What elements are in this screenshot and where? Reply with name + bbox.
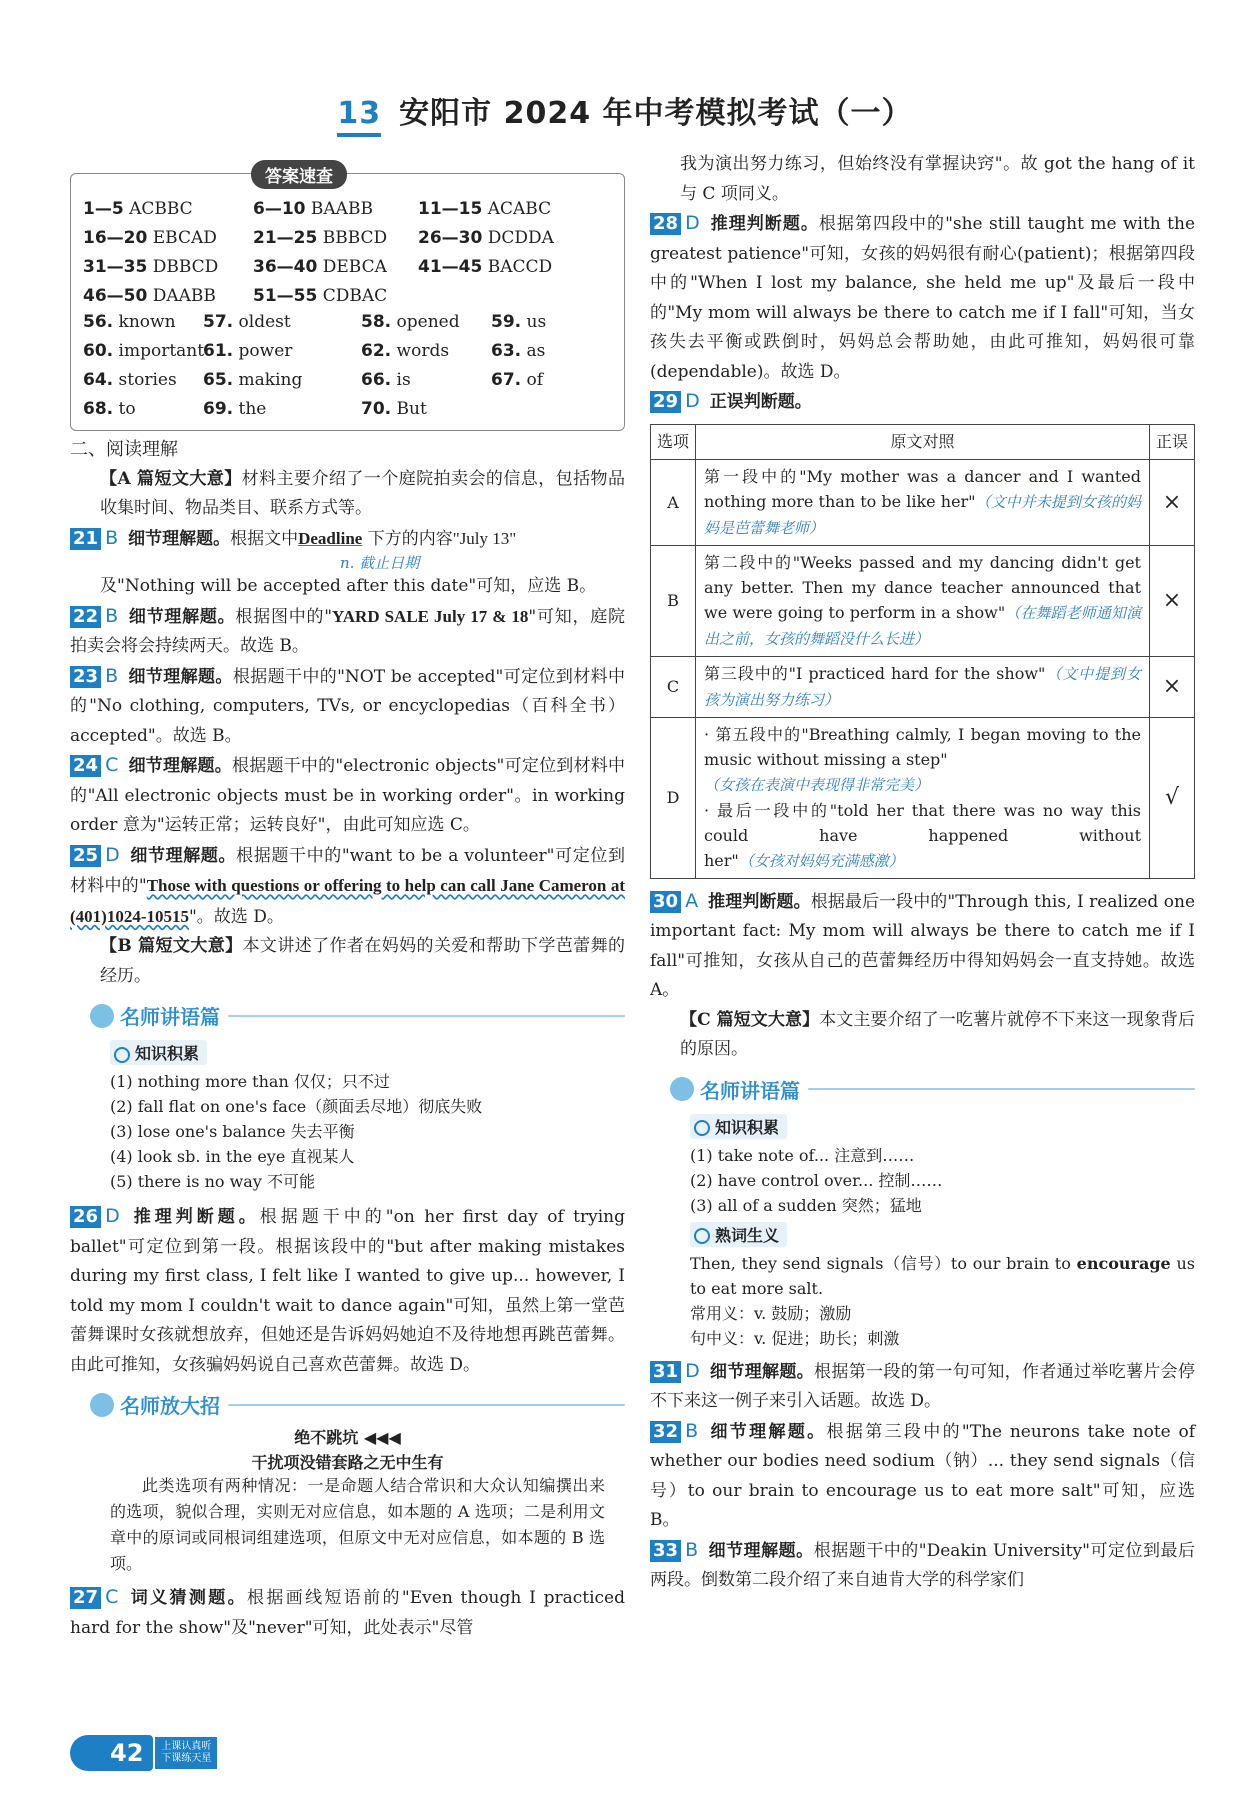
banner-lecture-right: 名师讲语篇 [670,1075,1195,1104]
q29: 29 D 正误判断题。 [650,387,1195,418]
knowledge-tag-right: 知识积累 [690,1114,787,1139]
fill-answer-cell: 57. oldest [203,312,291,332]
knowledge-item: (2) have control over... 控制…… [690,1170,943,1190]
page-title [0,88,1250,132]
q25: 25 D 细节理解题。根据题干中的"want to be a volunteer"可定位到材料中的"Those with questions or offering to help can call Jane Cameron at (401)1024-10515"。故选 D。 [70,843,626,927]
mc-answer-cell: 26—30 DCDDA [418,228,554,248]
q21-cont: 及"Nothing will be accepted after this date"可知，应选 B。 [100,576,597,596]
knowledge-item: (3) all of a sudden 突然；猛地 [690,1195,922,1215]
fill-answer-cell: 69. the [203,399,267,419]
fill-answer-cell: 70. But [361,399,427,419]
fill-answer-cell: 58. opened [361,312,460,332]
knowledge-tag: 知识积累 [110,1040,207,1065]
section-title: 二、阅读理解 [70,439,178,460]
knowledge-list [70,1069,625,1194]
teacher-icon [90,1393,114,1417]
mc-answer-cell: 36—40 DEBCA [253,257,387,277]
fill-answer-cell: 66. is [361,370,411,390]
fill-answer-cell: 63. as [491,341,546,361]
fill-answer-cell: 60. important [83,341,205,361]
knowledge-item: (4) look sb. in the eye 直视某人 [110,1147,355,1166]
table-row: B 第二段中的"Weeks passed and my dancing didn't get any better. Then my dance teacher announced that we were going to perform in a show"（在舞蹈老师通知演出之前，女孩的舞蹈没什么长进） × [651,545,1195,656]
tip-title: 干扰项没错套路之无中生有 [251,1453,444,1472]
mc-answers [83,196,614,309]
mc-answer-cell: 11—15 ACABC [418,199,552,219]
word-sense-tag: 熟词生义 [690,1222,787,1247]
bulb-icon [114,1047,130,1063]
banner-tips: 名师放大招 [90,1390,625,1419]
c-summary: 【C 篇短文大意】本文主要介绍了一吃薯片就停不下来这一现象背后的原因。 [680,1009,1195,1059]
q33: 33 B 细节理解题。根据题干中的"Deakin University"可定位到最后两段。倒数第二段介绍了来自迪肯大学的科学家们 [650,1538,1196,1590]
judgement-table [650,424,1195,879]
fill-answer-cell: 67. of [491,370,544,390]
exam-number: 13 [337,96,381,137]
knowledge-item: (3) lose one's balance 失去平衡 [110,1122,355,1141]
q28: 28 D 推理判断题。根据第四段中的"she still taught me with the greatest patience"可知，女孩的妈妈很有耐心(patient)；根据第四段中的"When I lost my balance, she held me up"及最后一段中的"My mom will always be there to catch me if I fall"可知，当女孩失去平衡或跌倒时，妈妈总会帮助她，由此可推知，妈妈很可靠(dependable)。故选 D。 [650,212,1196,382]
fill-answer-cell: 65. making [203,370,303,390]
table-row: C 第三段中的"I practiced hard for the show"（文中提到女孩为演出努力练习） × [651,656,1195,717]
mc-answer-cell: 31—35 DBBCD [83,257,219,277]
knowledge-item: (5) there is no way 不可能 [110,1172,315,1191]
left-column [70,165,625,1643]
mc-answer-cell: 16—20 EBCAD [83,228,217,248]
table-row: D · 第五段中的"Breathing calmly, I began moving to the music without missing a step" （女孩在表演中表现得非常完美） · 最后一段中的"told her that there was no way this could have happened without her"（女孩对妈妈充满感激） √ [651,717,1195,878]
answer-box [70,167,625,431]
fill-answers [83,309,614,422]
q24: 24 C 细节理解题。根据题干中的"electronic objects"可定位到材料中的"All electronic objects must be in working order"。in working order 意为"运转正常；运转良好"，由此可知应选 C。 [70,754,626,835]
q30: 30 A 推理判断题。根据最后一段中的"Through this, I realized one important fact: My mom will always be there to catch me if I fall"可推知，女孩从自己的芭蕾舞经历中得知妈妈会一直支持她。故选 A。 [650,889,1196,1000]
knowledge-list-right [650,1143,1195,1218]
fill-answer-cell: 62. words [361,341,450,361]
answer-box-caption: 答案速查 [251,160,347,189]
word-sense-list: Then, they send signals（信号）to our brain to encourage us to eat more salt. 常用义：v. 鼓励；激励 句中义：v. 促进；助长；刺激 [690,1253,1195,1348]
teacher-icon [670,1077,694,1101]
mc-answer-cell: 46—50 DAABB [83,286,216,306]
q27: 27 C 词义猜测题。根据画线短语前的"Even though I practiced hard for the show"及"never"可知，此处表示"尽管 [70,1586,626,1638]
exam-title: 安阳市 2024 年中考模拟考试（一） [399,96,913,131]
q26: 26 D 推理判断题。根据题干中的"on her first day of trying ballet"可定位到第一段。根据该段中的"but after making mistakes during my first class, I felt like I wanted to give up... however, I told my mom I couldn't wait to dance again"可知，虽然上第一堂芭蕾舞课时女孩就想放弃，但她还是告诉妈妈她迫不及待地想再跳芭蕾舞。由此可推知，女孩骗妈妈说自己喜欢芭蕾舞。故选 D。 [70,1205,625,1375]
fill-answer-cell: 64. stories [83,370,177,390]
q32: 32 B 细节理解题。根据第三段中的"The neurons take note of whether our bodies need sodium（钠）... they send signals（信号）to our brain to encourage us to eat more salt"可知，应选 B。 [650,1419,1195,1530]
table-row: A 第一段中的"My mother was a dancer and I wanted nothing more than to be like her"（文中并未提到女孩的妈妈是芭蕾舞老师） × [651,459,1195,545]
tip-label: 绝不跳坑 ◀◀◀ [294,1428,401,1447]
q27-cont: 我为演出努力练习，但始终没有掌握诀窍"。故 got the hang of it 与 C 项同义。 [680,154,1195,204]
page-footer [70,1735,217,1771]
knowledge-item: (1) nothing more than 仅仅；只不过 [110,1072,390,1091]
slogan: 上课认真听 下课练天星 [155,1737,217,1769]
right-column [650,150,1195,1596]
q21: 21 B 细节理解题。根据文中Deadline 下方的内容"July 13" [70,524,625,555]
q23: 23 B 细节理解题。根据题干中的"NOT be accepted"可定位到材料中的"No clothing, computers, TVs, or encyclopedias（百科全书）accepted"。故选 B。 [70,664,626,746]
fill-answer-cell: 56. known [83,312,176,332]
mc-answer-cell: 21—25 BBBCD [253,228,388,248]
b-summary: 【B 篇短文大意】本文讲述了作者在妈妈的关爱和帮助下学芭蕾舞的经历。 [100,936,625,986]
bulb-icon [694,1228,710,1244]
table-header: 选项 原文对照 正误 [651,424,1195,459]
a-summary: 【A 篇短文大意】材料主要介绍了一个庭院拍卖会的信息，包括物品收集时间、物品类目、联系方式等。 [100,468,626,518]
banner-lecture: 名师讲语篇 [90,1001,625,1030]
teacher-icon [90,1004,114,1028]
q21-note: n. 截止日期 [340,554,420,572]
bulb-icon [694,1120,710,1136]
mc-answer-cell: 41—45 BACCD [418,257,553,277]
page-number: 42 [70,1735,153,1771]
tip-body: 此类选项有两种情况：一是命题人结合常识和大众认知编撰出来的选项，貌似合理，实则无对应信息，如本题的 A 选项；二是利用文章中的原词或同根词组建选项，但原文中无对应信息，如本题的 B 选项。 [110,1476,605,1573]
fill-answer-cell: 59. us [491,312,547,332]
knowledge-item: (2) fall flat on one's face（颜面丢尽地）彻底失败 [110,1097,483,1116]
q22: 22 B 细节理解题。根据图中的"YARD SALE July 17 & 18"可知，庭院拍卖会将会持续两天。故选 B。 [70,604,626,656]
q31: 31 D 细节理解题。根据第一段的第一句可知，作者通过举吃薯片会停不下来这一例子来引入话题。故选 D。 [650,1359,1196,1411]
fill-answer-cell: 68. to [83,399,136,419]
knowledge-item: (1) take note of... 注意到…… [690,1145,915,1165]
fill-answer-cell: 61. power [203,341,293,361]
mc-answer-cell: 1—5 ACBBC [83,199,193,219]
mc-answer-cell: 6—10 BAABB [253,199,373,219]
mc-answer-cell: 51—55 CDBAC [253,286,388,306]
